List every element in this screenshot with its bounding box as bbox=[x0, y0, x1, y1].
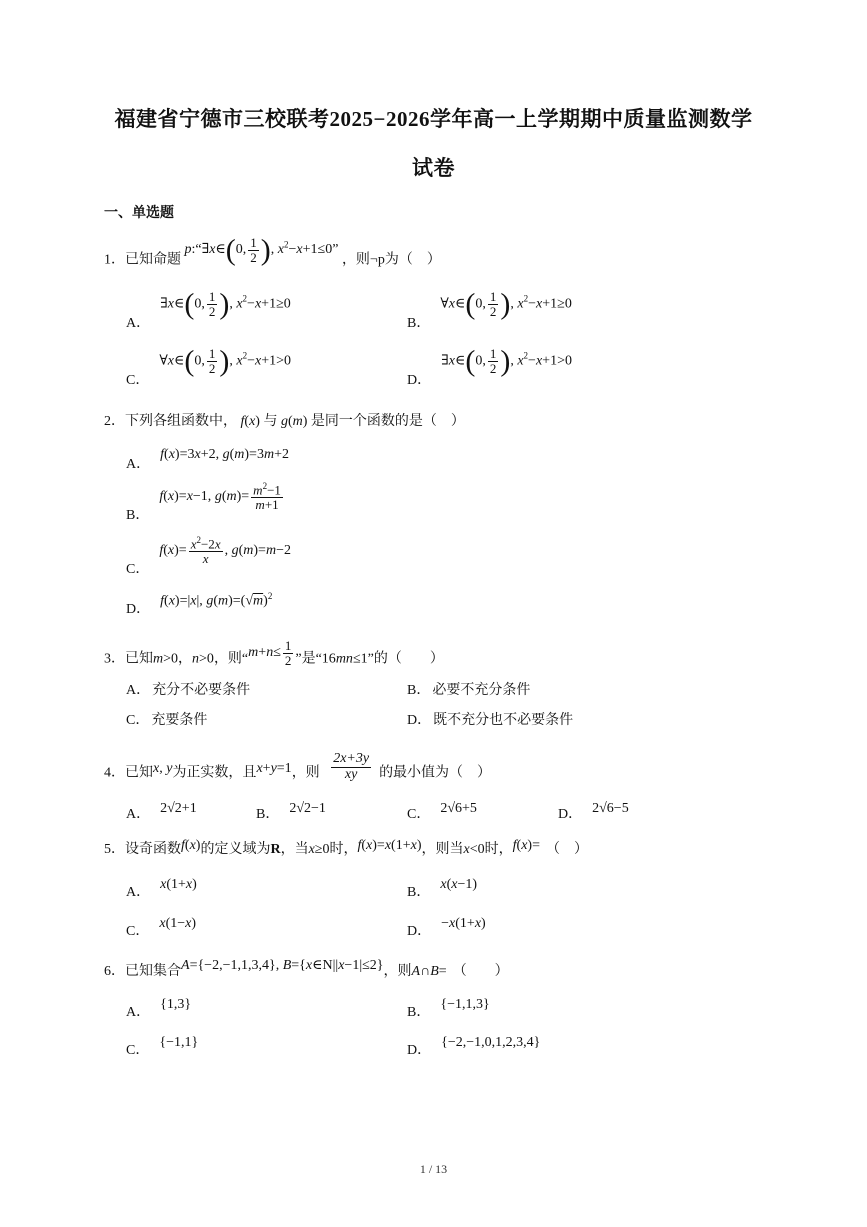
q2-option-b-label: B． bbox=[126, 507, 150, 523]
question-3-prefix: 3．已知 bbox=[104, 651, 153, 667]
question-3-mid2: ”是“16mn≤1”的（ ） bbox=[295, 651, 444, 667]
question-6-suffix: （ ） bbox=[452, 964, 509, 979]
q4-option-c[interactable] bbox=[407, 797, 477, 822]
q2-option-b-math: f(x)=x−1, g(m)= $\frac{m^2-1}{m+1}$ bbox=[159, 481, 281, 512]
q5-option-b[interactable] bbox=[407, 873, 478, 900]
question-3-mid: ，则“ bbox=[213, 651, 249, 667]
question-6 bbox=[104, 960, 509, 980]
question-4-mid2: ，则 bbox=[291, 765, 320, 781]
question-2 bbox=[104, 410, 465, 430]
q6-option-c-math: {−1,1} bbox=[159, 1035, 199, 1050]
q5-option-c[interactable] bbox=[126, 912, 197, 939]
question-5-ask: f(x)= bbox=[512, 838, 540, 853]
q2-option-a-math: f(x)=3x+2, g(m)=3m+2 bbox=[160, 447, 289, 462]
q3-option-d[interactable] bbox=[407, 709, 573, 729]
q6-option-a-label: A． bbox=[126, 1005, 151, 1020]
q2-option-d-label: D． bbox=[126, 602, 151, 617]
q2-option-b[interactable] bbox=[126, 481, 285, 523]
question-2-prefix: 2．下列各组函数中， bbox=[104, 414, 237, 429]
question-2-suffix: 是同一个函数的是（ ） bbox=[310, 414, 465, 429]
exam-title-line-2: 试卷 bbox=[412, 156, 455, 180]
question-4-cond: x+y=1 bbox=[256, 761, 292, 777]
q4-option-c-label: C． bbox=[407, 807, 431, 822]
q5-option-c-math: x(1−x) bbox=[159, 916, 197, 931]
question-5-mid4: ，则当 bbox=[421, 842, 464, 857]
q5-option-d-label: D． bbox=[407, 924, 432, 939]
question-6-ask: A∩B= bbox=[411, 964, 447, 979]
q3-option-a-label: A． bbox=[126, 683, 151, 698]
q1-option-b-math: ∀x∈(0, $\frac{1}{2}$ ), $x^2-x+1\ge 0$ bbox=[440, 287, 572, 321]
q1-option-d-math: ∃x∈(0, $\frac{1}{2}$ ), $x^2-x+1>0$ bbox=[441, 344, 572, 378]
q4-option-a[interactable] bbox=[126, 797, 197, 822]
section-heading: 一、单选题 bbox=[104, 206, 174, 221]
q5-option-d[interactable] bbox=[407, 912, 486, 939]
q6-option-a-math: {1,3} bbox=[160, 997, 192, 1012]
q4-option-c-math: 2√6+5 bbox=[440, 801, 477, 816]
q2-option-d[interactable] bbox=[126, 590, 273, 617]
question-3-cond-m: m>0 bbox=[153, 651, 179, 667]
q4-option-a-math: 2√2+1 bbox=[160, 801, 197, 816]
q4-option-d-math: 2√6−5 bbox=[592, 801, 629, 816]
q1-option-a-label: A． bbox=[126, 316, 151, 332]
question-1-math: p:“∃x∈(0, $\frac{1}{2}$ ), $x^2-x+1\le 0$” bbox=[184, 233, 342, 267]
q3-option-c-label: C． bbox=[126, 713, 150, 728]
q3-option-a[interactable] bbox=[126, 679, 250, 699]
question-1-suffix: ，则¬p为（ ） bbox=[341, 252, 441, 268]
question-3-cond-n: n>0 bbox=[192, 651, 214, 667]
question-5-mid3: 时， bbox=[329, 842, 358, 857]
question-5-suffix: （ ） bbox=[545, 842, 588, 857]
question-1 bbox=[104, 233, 441, 274]
question-5-mid: 的定义域为 bbox=[200, 842, 271, 857]
q3-option-d-label: D． bbox=[407, 713, 432, 728]
q3-option-b-label: B． bbox=[407, 683, 431, 698]
q6-option-d-math: {−2,−1,0,1,2,3,4} bbox=[441, 1035, 541, 1050]
q6-option-c-label: C． bbox=[126, 1043, 150, 1058]
q5-option-d-math: −x(1+x) bbox=[441, 916, 486, 931]
q1-option-c-label: C． bbox=[126, 373, 150, 389]
q3-option-c-text: 充要条件 bbox=[151, 713, 208, 728]
q6-option-b[interactable] bbox=[407, 993, 490, 1020]
q5-option-a-math: x(1+x) bbox=[160, 877, 197, 892]
question-4-frac-den: xy bbox=[344, 766, 358, 782]
q4-option-d-label: D． bbox=[558, 807, 583, 822]
q5-option-b-label: B． bbox=[407, 885, 431, 900]
question-5-c1: x≥0 bbox=[308, 842, 330, 857]
q4-option-a-label: A． bbox=[126, 807, 151, 822]
question-5 bbox=[104, 838, 588, 858]
page-number: 1 / 13 bbox=[419, 1162, 448, 1176]
question-4-prefix: 4．已知 bbox=[104, 765, 153, 781]
question-3-sep: ， bbox=[178, 651, 193, 667]
question-4-vars: x, y bbox=[153, 761, 173, 777]
q1-option-d-label: D． bbox=[407, 373, 432, 389]
q3-option-b[interactable] bbox=[407, 679, 530, 699]
question-6-sets: A={−2,−1,1,3,4}, B={x∈N||x−1|≤2} bbox=[181, 958, 384, 973]
question-5-f: f(x) bbox=[181, 838, 201, 853]
q1-option-c[interactable] bbox=[126, 344, 292, 389]
q1-option-b-label: B． bbox=[407, 316, 431, 332]
q1-option-c-math: ∀x∈(0, $\frac{1}{2}$ ), $x^2-x+1>0$ bbox=[159, 344, 292, 378]
question-4 bbox=[104, 751, 492, 788]
question-4-mid: 为正实数，且 bbox=[172, 765, 257, 781]
question-2-g: g(m) bbox=[280, 414, 308, 429]
q6-option-a[interactable] bbox=[126, 993, 192, 1020]
q6-option-c[interactable] bbox=[126, 1031, 199, 1058]
q2-option-d-math: f(x)=|x|, $g(m)=(√m)^2$ bbox=[160, 591, 273, 609]
question-4-suffix: 的最小值为（ ） bbox=[379, 765, 492, 781]
exam-title-line-1: 福建省宁德市三校联考2025−2026学年高一上学期期中质量监测数学 bbox=[114, 107, 753, 131]
question-5-mid5: 时， bbox=[484, 842, 513, 857]
q2-option-a-label: A． bbox=[126, 457, 151, 472]
question-2-mid: 与 bbox=[263, 414, 278, 429]
q5-option-b-math: x(x−1) bbox=[440, 877, 478, 892]
question-5-mid2: ，当 bbox=[280, 842, 309, 857]
q4-option-b-label: B． bbox=[256, 807, 280, 822]
q5-option-c-label: C． bbox=[126, 924, 150, 939]
q1-option-b[interactable] bbox=[407, 287, 572, 332]
q4-option-b[interactable] bbox=[256, 797, 326, 822]
q6-option-b-label: B． bbox=[407, 1005, 431, 1020]
q2-option-c[interactable] bbox=[126, 535, 291, 577]
q3-option-d-text: 既不充分也不必要条件 bbox=[433, 713, 574, 728]
question-4-frac-num: 2x+3y bbox=[333, 751, 370, 766]
q1-option-d[interactable] bbox=[407, 344, 572, 389]
question-4-fraction bbox=[331, 752, 371, 782]
q3-option-a-text: 充分不必要条件 bbox=[152, 683, 251, 698]
question-6-mid: ，则 bbox=[383, 964, 412, 979]
question-5-def: f(x)=x(1+x) bbox=[357, 838, 422, 853]
q3-option-c[interactable] bbox=[126, 709, 207, 729]
q2-option-c-label: C． bbox=[126, 561, 150, 577]
question-3 bbox=[104, 638, 444, 673]
q4-option-d[interactable] bbox=[558, 797, 629, 822]
question-6-prefix: 6．已知集合 bbox=[104, 964, 181, 979]
q5-option-a-label: A． bbox=[126, 885, 151, 900]
question-5-c2: x<0 bbox=[463, 842, 485, 857]
q6-option-d[interactable] bbox=[407, 1031, 541, 1058]
q1-option-a-math: ∃x∈(0, $\frac{1}{2}$ ), $x^2-x+1\ge 0$ bbox=[160, 287, 291, 321]
question-5-prefix: 5．设奇函数 bbox=[104, 842, 181, 857]
question-2-f: f(x) bbox=[240, 414, 260, 429]
q2-option-c-math: f(x)= $\frac{x^2-2x}{x}$ , g(m)=m−2 bbox=[159, 535, 291, 566]
q6-option-d-label: D． bbox=[407, 1043, 432, 1058]
q5-option-a[interactable] bbox=[126, 873, 197, 900]
q1-option-a[interactable] bbox=[126, 287, 291, 332]
q2-option-a[interactable] bbox=[126, 443, 289, 472]
q4-option-b-math: 2√2−1 bbox=[289, 801, 326, 816]
question-1-prefix: 1．已知命题 bbox=[104, 252, 181, 268]
q3-option-b-text: 必要不充分条件 bbox=[432, 683, 531, 698]
question-5-R: R bbox=[270, 842, 281, 857]
question-3-cond: m+n≤ $\frac{1}{2}$ bbox=[248, 638, 292, 668]
q6-option-b-math: {−1,1,3} bbox=[440, 997, 490, 1012]
